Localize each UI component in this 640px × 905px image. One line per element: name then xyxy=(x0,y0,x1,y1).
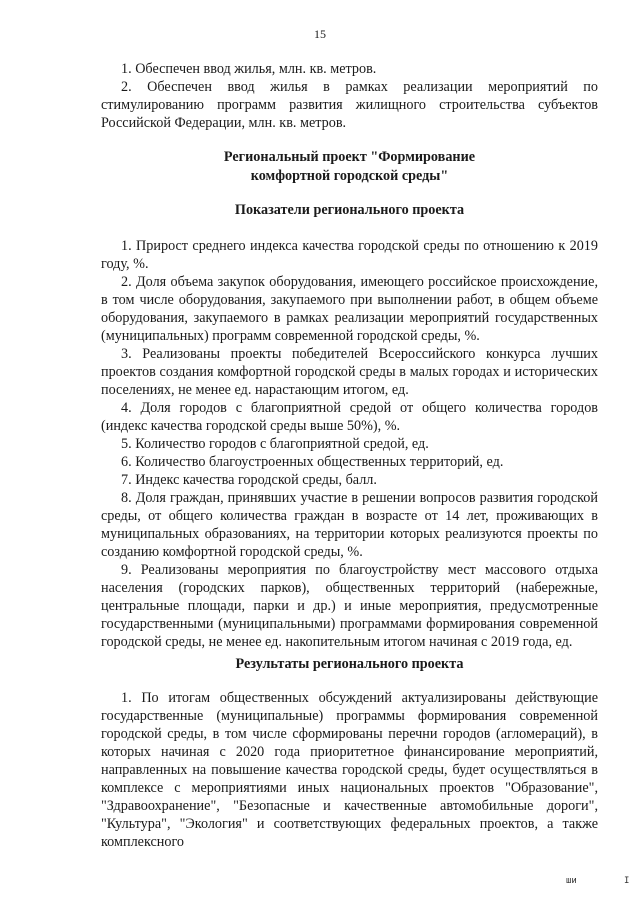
page-number: 15 xyxy=(314,27,326,41)
indicator-item: 2. Доля объема закупок оборудования, имеющего российское происхождение, в том числе оборудования, закупаемого при выполнении работ, в общем объеме оборудования, закупаемого в рамках реализации мероприятий государственных (муниципальных) программ современной городской среды, %. xyxy=(101,274,598,344)
project-title-line: Региональный проект "Формирование xyxy=(223,149,476,165)
indicator-item: 6. Количество благоустроенных общественных территорий, ед. xyxy=(121,454,504,470)
results-list xyxy=(101,689,598,851)
indicator-item: 7. Индекс качества городской среды, балл. xyxy=(121,472,377,488)
footer-mark: ши xyxy=(566,876,577,886)
intro-item: 2. Обеспечен ввод жилья в рамках реализации мероприятий по стимулированию программ развития жилищного строительства субъектов Российской Федерации, млн. кв. метров. xyxy=(101,79,598,131)
indicator-item: 3. Реализованы проекты победителей Всероссийского конкурса лучших проектов создания комфортной городской среды в малых городах и исторических поселениях, не менее ед. нарастающим итогом, ед. xyxy=(101,346,598,398)
intro-item: 1. Обеспечен ввод жилья, млн. кв. метров. xyxy=(121,61,377,77)
indicator-item: 9. Реализованы мероприятия по благоустройству мест массового отдыха населения (городских парков), общественных территорий (набережные, центральные площади, парки и др.) и иные мероприятия, предусмотренные государственными (муниципальными) программами формирования современной городской среды, не менее ед. накопительным итогом начиная с 2019 года, ед. xyxy=(101,562,598,650)
indicator-item: 4. Доля городов с благоприятной средой от общего количества городов (индекс качества городской среды выше 50%), %. xyxy=(101,400,598,434)
intro-section xyxy=(101,60,598,132)
indicator-item: 5. Количество городов с благоприятной средой, ед. xyxy=(121,436,429,452)
result-item: 1. По итогам общественных обсуждений актуализированы действующие государственные (муниципальные) программы формирования современной городской среды, в том числе сформированы перечни городов (агломераций), в которых начиная с 2020 года приоритетное финансирование мероприятий, направленных на повышение качества городской среды, будет осуществляться в комплексе с мероприятиями иных национальных проектов "Образование", "Здравоохранение", "Безопасные и качественные автомобильные дороги", "Культура", "Экология" и соответствующих федеральных проектов, а также комплексного xyxy=(101,690,598,850)
results-heading: Результаты регионального проекта xyxy=(235,656,464,672)
indicators-list xyxy=(101,237,598,651)
project-title xyxy=(101,148,598,186)
indicator-item: 8. Доля граждан, принявших участие в решении вопросов развития городской среды, от общего количества граждан в возрасте от 14 лет, проживающих в муниципальных образованиях, на территории которых реализуются проекты по созданию комфортной городской среды, %. xyxy=(101,490,598,560)
indicator-item: 1. Прирост среднего индекса качества городской среды по отношению к 2019 году, %. xyxy=(101,238,598,272)
indicators-heading-block xyxy=(101,201,598,220)
results-heading-block xyxy=(101,655,598,674)
footer-mark: I xyxy=(624,876,630,886)
project-title-line: комфортной городской среды" xyxy=(250,168,449,184)
indicators-heading: Показатели регионального проекта xyxy=(234,202,465,218)
